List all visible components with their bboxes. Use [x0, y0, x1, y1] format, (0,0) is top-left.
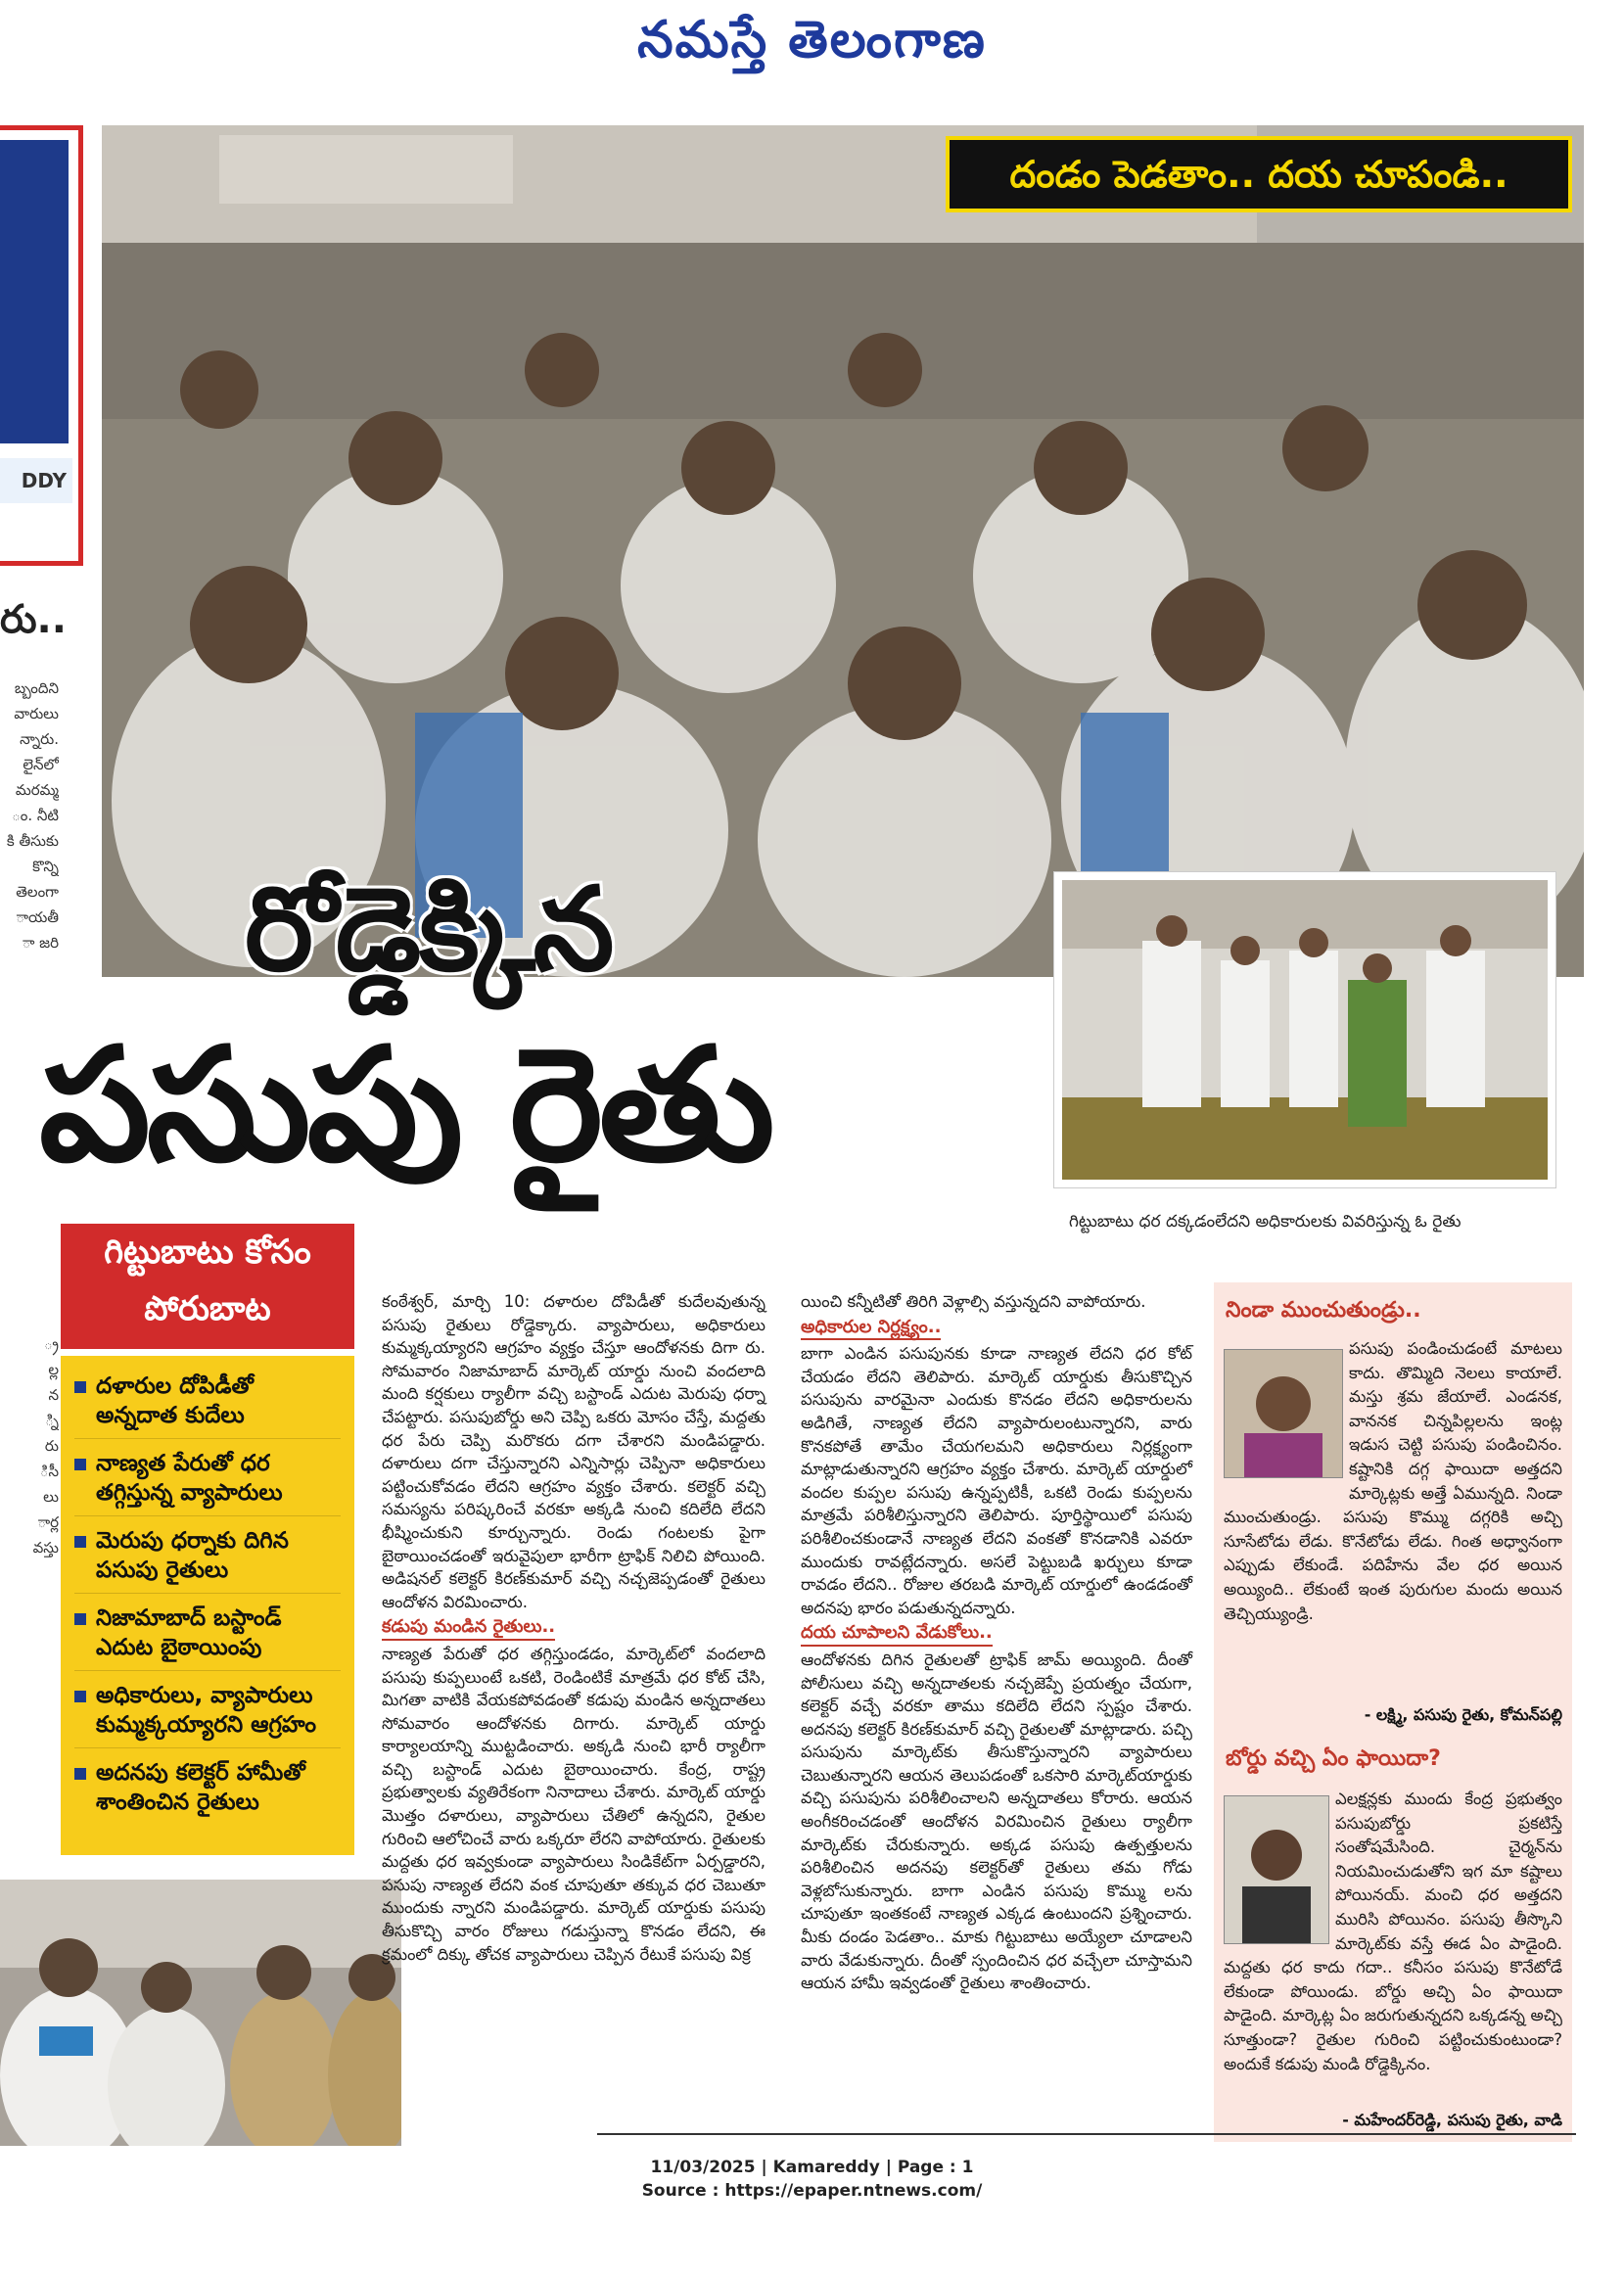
portrait-spacer [1224, 1788, 1335, 1946]
left-article-line: ిసీ [39, 1463, 59, 1480]
square-bullet-icon [74, 1768, 86, 1780]
article-subheading: అధికారుల నిర్లక్ష్యం.. [801, 1316, 941, 1341]
masthead [0, 0, 1624, 88]
left-article-line: ్ని [45, 1412, 59, 1429]
article-subheading: దయ చూపాలని వేడుకోలు.. [801, 1621, 993, 1647]
article-column-1 [382, 1290, 766, 1966]
main-protest-photo [102, 125, 1584, 977]
sidebar-highlights-list [61, 1356, 354, 1855]
left-article-line: ల్ల [48, 1361, 59, 1378]
left-article-line: న్నారు. [20, 730, 59, 748]
footer-divider [597, 2132, 1576, 2136]
page-footer [0, 2156, 1624, 2203]
left-article-line: లు [43, 1488, 59, 1506]
sidebar-highlight-item: మెరుపు ధర్నాకు దిగిన పసుపు రైతులు [74, 1526, 341, 1594]
sidebar-highlight-item: అధికారులు, వ్యాపారులు కుమ్మక్కయ్యారని ఆగ్రహం [74, 1681, 341, 1748]
sidebar-highlight-item: నిజామాబాద్ బస్టాండ్ ఎదుట బైఠాయింపు [74, 1604, 341, 1671]
left-article-line: ార్ల [37, 1513, 59, 1531]
article-paragraph: యించి కన్నీటితో తిరిగి వెళ్లాల్సి వస్తున్నదని వాపోయారు. [801, 1292, 1146, 1311]
portrait-spacer [1224, 1337, 1349, 1482]
left-article-line: ్ర [44, 1335, 59, 1353]
sidebar-title [61, 1224, 354, 1349]
sidebar-highlight-item: నాణ్యత పేరుతో ధర తగ్గిస్తున్న వ్యాపారులు [74, 1449, 341, 1516]
farmer-quotes-box [1214, 1282, 1572, 2142]
sidebar-highlight-item: దళారుల దోపిడీతో అన్నదాత కుదేలు [74, 1371, 341, 1439]
left-article-line: రు [44, 1437, 59, 1455]
inset-photo [1053, 871, 1556, 1188]
inset-photo-caption: గిట్టుబాటు ధర దక్కడంలేదని అధికారులకు వివరిస్తున్న ఓ రైతు [1069, 1212, 1462, 1232]
left-article-line: కి తీసుకు [6, 832, 59, 850]
left-article-heading: రు.. [0, 597, 67, 642]
left-article-line: మరమ్మ [15, 781, 59, 799]
sidebar-highlight-item: అదనపు కలెక్టర్ హామీతో శాంతించిన రైతులు [74, 1758, 341, 1825]
quote-text-2: ఎలక్షన్లకు ముందు కేంద్ర ప్రభుత్వం పసుపుబోర్డు ప్రకటిస్తే సంతోషమేసింది. చైర్మన్‌ను నియమించుడుతోని ఇగ మా కష్టాలు పోయినయ్. మంచి ధర అత్తదని మురిసి పోయినం. పసుపు తీస్కొని మార్కెట్‌కు వస్తే ఈడ ఏం పాడైంది. మద్దతు ధర కాదు గదా.. కనీసం పసుపు కొనేటోడే లేకుండా పోయిండు. బోర్డు అచ్చి ఏం ఫాయిదా పాడైంది. మార్కెట్ల ఏం జరుగుతున్నదని ఒక్కడన్న అచ్చి సూత్తుండా? రైతుల గురించి పట్టించుకుంటుండా? అందుకే కడుపు మండి రోడ్డెక్కినం. [1224, 1790, 1562, 2073]
article-paragraph: బాగా ఎండిన పసుపునకు కూడా నాణ్యత లేదని ధర కోట్ చేయడం లేదని తెలిపారు. మార్కెట్ యార్డుకు తీసుకొచ్చిన పసుపును వారమైనా ఎందుకు కొనడం లేదని అధికారులను అడిగితే, నాణ్యత లేదని వ్యాపారులంటున్నారని, వారు కొనకపోతే తామేం చేయగలమని అధికారులు నిర్లక్ష్యంగా మాట్లాడుతున్నారని ఆగ్రహం వ్యక్తం చేశారు. మార్కెట్ యార్డులో వందల కుప్పల పసుపు ఉన్నప్పటికీ, ఒకటి రెండు కుప్పలను మాత్రమే పరిశీలిస్తున్నారని తెలిపారు. పూర్తిస్థాయిలో పసుపు పరిశీలించకుండానే నాణ్యత లేదని వంకతో కొనడానికి ఎవరూ ముందుకు రావట్లేదన్నారు. అసలే పెట్టుబడి ఖర్చులు కూడా రావడం లేదని.. రోజుల తరబడి మార్కెట్ యార్డులో ఉండడంతో అదనపు భారం పడుతున్నదన్నారు. [801, 1344, 1192, 1617]
left-ad-label: DDY [0, 458, 72, 503]
left-article-line: న [48, 1386, 59, 1404]
photo-quote-tag: దండం పెడతాం.. దయ చూపండి.. [946, 136, 1572, 212]
square-bullet-icon [74, 1613, 86, 1625]
square-bullet-icon [74, 1536, 86, 1548]
left-article-line: వారులు [14, 705, 59, 722]
quote-signature-1: - లక్ష్మి, పసుపు రైతు, కోమన్‌పల్లి [1364, 1705, 1562, 1724]
quote-heading-2: బోర్డు వచ్చి ఏం ఫాయిదా? [1226, 1746, 1441, 1771]
sidebar-title-line-2: పోరుబాట [144, 1289, 271, 1328]
quote-text-1: పసుపు పండించుడంటే మాటలు కాదు. తొమ్మిది నెలలు కాయాలే. మస్తు శ్రమ జేయాలే. ఎండనక, వాననక చిన్నపిల్లలను ఇంట్ల ఇడుస చెట్టి పసుపు పండించినం. కష్టానికి దగ్గ ఫాయిదా అత్తదని మార్కెట్లకు అత్తే ఏమున్నది. నిండా ముంచుతుండ్రు. పసుపు కొమ్ము దగ్గరికి అచ్చి సూసేటోడు లేడు. కొనేటోడు లేడు. గింత అధ్వానంగా ఎప్పుడు లేకుండే. పదిహేను వేల ధర అయిన అయ్యింది.. లేకుంటే ఇంత పురుగుల మందు అయిన తెచ్చియ్యుండ్రి. [1224, 1339, 1562, 1623]
source-link[interactable]: Source : https://epaper.ntnews.com/ [641, 2181, 983, 2201]
article-paragraph: ఆందోళనకు దిగిన రైతులతో ట్రాఫిక్ జామ్ అయ్యింది. దీంతో పోలీసులు వచ్చి అన్నదాతలకు నచ్చజెప్పే ప్రయత్నం చేయగా, కలెక్టర్ వచ్చే వరకూ తాము కదిలేది లేదని స్పష్టం చేశారు. అదనపు కలెక్టర్ కిరణ్‌కుమార్ వచ్చి రైతులతో మాట్లాడారు. పచ్చి పసుపును మార్కెట్‌కు తీసుకొస్తున్నారని వ్యాపారులు చెబుతున్నారని ఆయన తెలుపడంతో ఒకసారి మార్కెట్‌యార్డుకు వచ్చి పసుపును పరిశీలించాలని అన్నదాతలు కోరారు. ఆయన అంగీకరించడంతో ఆందోళన విరమించిన రైతులు ర్యాలీగా మార్కెట్‌కు చేరుకున్నారు. అక్కడ పసుపు ఉత్పత్తులను పరిశీలించిన అదనపు కలెక్టర్‌తో రైతులు తమ గోడు వెళ్లబోసుకున్నారు. బాగా ఎండిన పసుపు కొమ్ము లను చూపుతూ ఇంతకంటే నాణ్యత ఎక్కడ ఉంటుందని ప్రశ్నించారు. మీకు దండం పెడతాం.. మాకు గిట్టుబాటు అయ్యేలా చూడాలని వారు వేడుకున్నారు. దీంతో స్పందించిన ధర వచ్చేలా చూస్తామని ఆయన హామీ ఇవ్వడంతో రైతులు శాంతించారు. [801, 1650, 1192, 1993]
headline-line-1: రోడ్డెక్కిన [245, 861, 613, 997]
left-article-line: ా జరి [22, 934, 59, 952]
square-bullet-icon [74, 1691, 86, 1702]
left-article-line: కొన్ని [32, 858, 59, 875]
sidebar-title-line-1: గిట్టుబాటు కోసం [104, 1232, 311, 1272]
quote-signature-2: - మహేందర్‌రెడ్డి, పసుపు రైతు, వాడి [1342, 2111, 1562, 2129]
article-subheading: కడుపు మండిన రైతులు.. [382, 1615, 555, 1641]
left-ad-navy-panel [0, 140, 69, 443]
edition-info: 11/03/2025 | Kamareddy | Page : 1 [650, 2158, 974, 2177]
article-paragraph: కంఠేశ్వర్, మార్చి 10: దళారుల దోపిడీతో కుదేలవుతున్న పసుపు రైతులు రోడ్డెక్కారు. వ్యాపారులు, అధికారులు కుమ్మక్కయ్యారని ఆగ్రహం వ్యక్తం చేస్తూ ఆందోళనకు దిగా రు. సోమవారం నిజామాబాద్ మార్కెట్ యార్డు నుంచి వందలాది మంది కర్షకులు ర్యాలీగా వచ్చి బస్టాండ్ ఎదుట మెరుపు ధర్నా చేపట్టారు. పసుపుబోర్డు అని చెప్పి ఒకరు మోసం చేస్తే, మద్దతు ధర పేరు చెప్పి మరొకరు దగా చేశారని మండిపడ్డారు. దళారులు దగా చేస్తున్నారని ఎన్నిసార్లు చెప్పినా అధికారులు పట్టించుకోవడం లేదని ఆగ్రహం వ్యక్తం చేశారు. కలెక్టర్ వచ్చి సమస్యను పరిష్కరించే వరకూ అక్కడి నుంచి కదిలేది లేదని భీష్మించుకుని కూర్చున్నారు. రెండు గంటలకు పైగా బైఠాయించడంతో ఇరువైపులా భారీగా ట్రాఫిక్ నిలిచి పోయింది. అడిషనల్ కలెక్టర్ కిరణ్‌కుమార్ వచ్చి నచ్చజెప్పడంతో రైతులు ఆందోళన విరమించారు. [382, 1292, 766, 1611]
square-bullet-icon [74, 1381, 86, 1393]
newspaper-logo: నమస్తే తెలంగాణ [637, 10, 987, 70]
article-paragraph: నాణ్యత పేరుతో ధర తగ్గిస్తుండడం, మార్కెట్‌లో వందలాది పసుపు కుప్పలుంటే ఒకటి, రెండింటికే మాత్రమే ధర కోట్ చేసి, మిగతా వాటికి వేయకపోవడంతో కడుపు మండిన అన్నదాతలు సోమవారం ఆందోళనకు దిగారు. మార్కెట్ యార్డు కార్యాలయాన్ని ముట్టడించారు. అక్కడి నుంచి భారీ ర్యాలీగా వచ్చి బస్టాండ్ ఎదుట బైఠాయించారు. కేంద్ర, రాష్ట్ర ప్రభుత్వాలకు వ్యతిరేకంగా నినాదాలు చేశారు. మార్కెట్ యార్డు మొత్తం దళారులు, వ్యాపారులు చేతిలో ఉన్నదని, రైతుల గురించి ఆలోచించే వారు ఒక్కరూ లేరని వాపోయారు. రైతులకు మద్దతు ధర ఇవ్వకుండా వ్యాపారులు సిండికేట్‌గా ఏర్పడ్డారని, పసుపు నాణ్యత లేదని వంక చూపుతూ తక్కువ ధర చెబుతూ ముందుకు న్నారని మండిపడ్డారు. మార్కెట్ యార్డుకు పసుపు తీసుకొచ్చి వారం రోజులు గడుస్తున్నా కొనడం లేదని, ఈ క్రమంలో దిక్కు తోచక వ్యాపారులు చెప్పిన రేటుకే పసుపు విక్ర [382, 1644, 766, 1964]
police-with-farmers-photo [0, 1880, 401, 2146]
left-article-line: లైన్‌లో [23, 756, 59, 773]
left-article-line: ం. నీటి [12, 807, 59, 824]
left-article-line: బ్బందిని [14, 679, 59, 697]
quote-heading-1: నిండా ముంచుతుండ్రు.. [1226, 1298, 1421, 1323]
left-article-line: తెలంగా [16, 883, 59, 901]
square-bullet-icon [74, 1459, 86, 1470]
headline-line-2: పసుపు రైతు [39, 1013, 771, 1196]
article-column-2 [801, 1290, 1192, 1995]
left-article-line: వస్తు [32, 1539, 59, 1557]
left-article-line: ాయతీ [16, 908, 59, 926]
